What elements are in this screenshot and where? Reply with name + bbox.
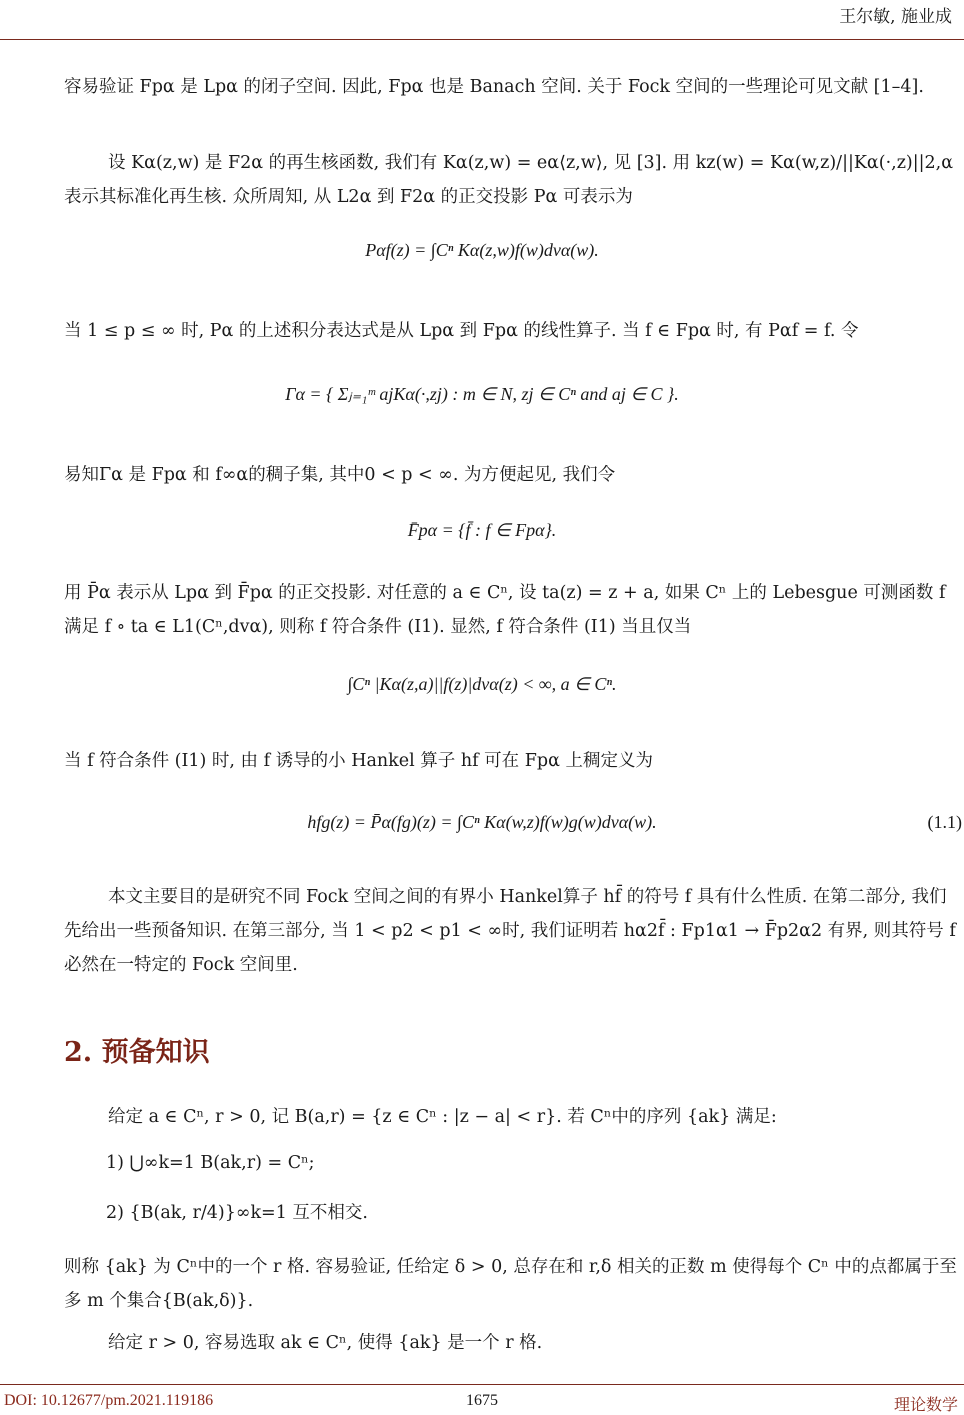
equation-number: (1.1)	[927, 812, 962, 832]
paragraph-choose-lattice: 给定 r > 0, 容易选取 ak ∈ Cⁿ, 使得 {ak} 是一个 r 格.	[108, 1333, 543, 1353]
equation-gamma-set: Γα = { Σⱼ₌₁ᵐ ajKα(·,zj) : m ∈ N, zj ∈ Cⁿ and aj ∈ C }.	[285, 384, 679, 404]
equation-integrability-condition: ∫Cⁿ |Kα(z,a)||f(z)|dvα(z) < ∞, a ∈ Cⁿ.	[347, 674, 617, 694]
header-divider	[0, 39, 964, 40]
list-item-covering: 1) ⋃∞k=1 B(ak,r) = Cⁿ;	[106, 1153, 315, 1173]
footer-journal-name: 理论数学	[893, 1395, 958, 1414]
equation-hankel-operator: hfg(z) = P̄α(fg)(z) = ∫Cⁿ Kα(w,z)f(w)g(w)dvα(w).	[307, 812, 657, 832]
paragraph-linear-operator: 当 1 ≤ p ≤ ∞ 时, Pα 的上述积分表达式是从 Lpα 到 Fpα 的线性算子. 当 f ∈ Fpα 时, 有 Pαf = f. 令	[64, 321, 859, 341]
footer-page-number: 1675	[466, 1392, 498, 1409]
section-heading	[64, 1030, 210, 1069]
paragraph-main-purpose: 本文主要目的是研究不同 Fock 空间之间的有界小 Hankel算子 hf̄ 的符号 f 具有什么性质. 在第二部分, 我们先给出一些预备知识. 在第三部分, 当 1 < p2 < p1 < ∞时, 我们证明若 hα2f̄ : Fp1α1 → F̄p2α2 有界, 则其符号 f 必然在一特定的 Fock 空间里.	[64, 887, 956, 975]
section-title: 预备知识	[101, 1037, 210, 1068]
footer-doi-link[interactable]: DOI: 10.12677/pm.2021.119186	[4, 1392, 214, 1409]
paragraph-condition-i1: 用 P̄α 表示从 Lpα 到 F̄pα 的正交投影. 对任意的 a ∈ Cⁿ, 设 ta(z) = z + a, 如果 Cⁿ 上的 Lebesgue 可测函数 f 满足 f ∘ ta ∈ L1(Cⁿ,dvα), 则称 f 符合条件 (I1). 显然, f 符合条件 (I1) 当且仅当	[64, 583, 946, 637]
paragraph-r-lattice: 则称 {ak} 为 Cⁿ中的一个 r 格. 容易验证, 任给定 δ > 0, 总存在和 r,δ 相关的正数 m 使得每个 Cⁿ 中的点都属于至多 m 个集合{B(ak,δ)}.	[64, 1257, 957, 1311]
running-header-authors: 王尔敏, 施业成	[839, 7, 952, 27]
paragraph-hankel-definition: 当 f 符合条件 (I1) 时, 由 f 诱导的小 Hankel 算子 hf 可在 Fpα 上稠定义为	[64, 751, 653, 771]
equation-conjugate-space: F̄pα = {f̄ : f ∈ Fpα}.	[407, 520, 557, 540]
list-item-disjoint: 2) {B(ak, r/4)}∞k=1 互不相交.	[106, 1203, 368, 1223]
footer-divider	[0, 1384, 964, 1385]
equation-projection: Pαf(z) = ∫Cⁿ Kα(z,w)f(w)dvα(w).	[365, 240, 599, 260]
paragraph-ball-definition: 给定 a ∈ Cⁿ, r > 0, 记 B(a,r) = {z ∈ Cⁿ : |z − a| < r}. 若 Cⁿ中的序列 {ak} 满足:	[108, 1107, 777, 1127]
paragraph-reproducing-kernel: 设 Kα(z,w) 是 F2α 的再生核函数, 我们有 Kα(z,w) = eα⟨z,w⟩, 见 [3]. 用 kz(w) = Kα(w,z)/||Kα(·,z)||2,α 表示其标准化再生核. 众所周知, 从 L2α 到 F2α 的正交投影 Pα 可表示为	[64, 153, 954, 207]
paragraph-dense-subset: 易知Γα 是 Fpα 和 f∞α的稠子集, 其中0 < p < ∞. 为方便起见, 我们令	[64, 465, 616, 485]
paragraph-closed-subspace: 容易验证 Fpα 是 Lpα 的闭子空间. 因此, Fpα 也是 Banach 空间. 关于 Fock 空间的一些理论可见文献 [1–4].	[64, 77, 924, 97]
section-number: 2.	[64, 1037, 93, 1068]
